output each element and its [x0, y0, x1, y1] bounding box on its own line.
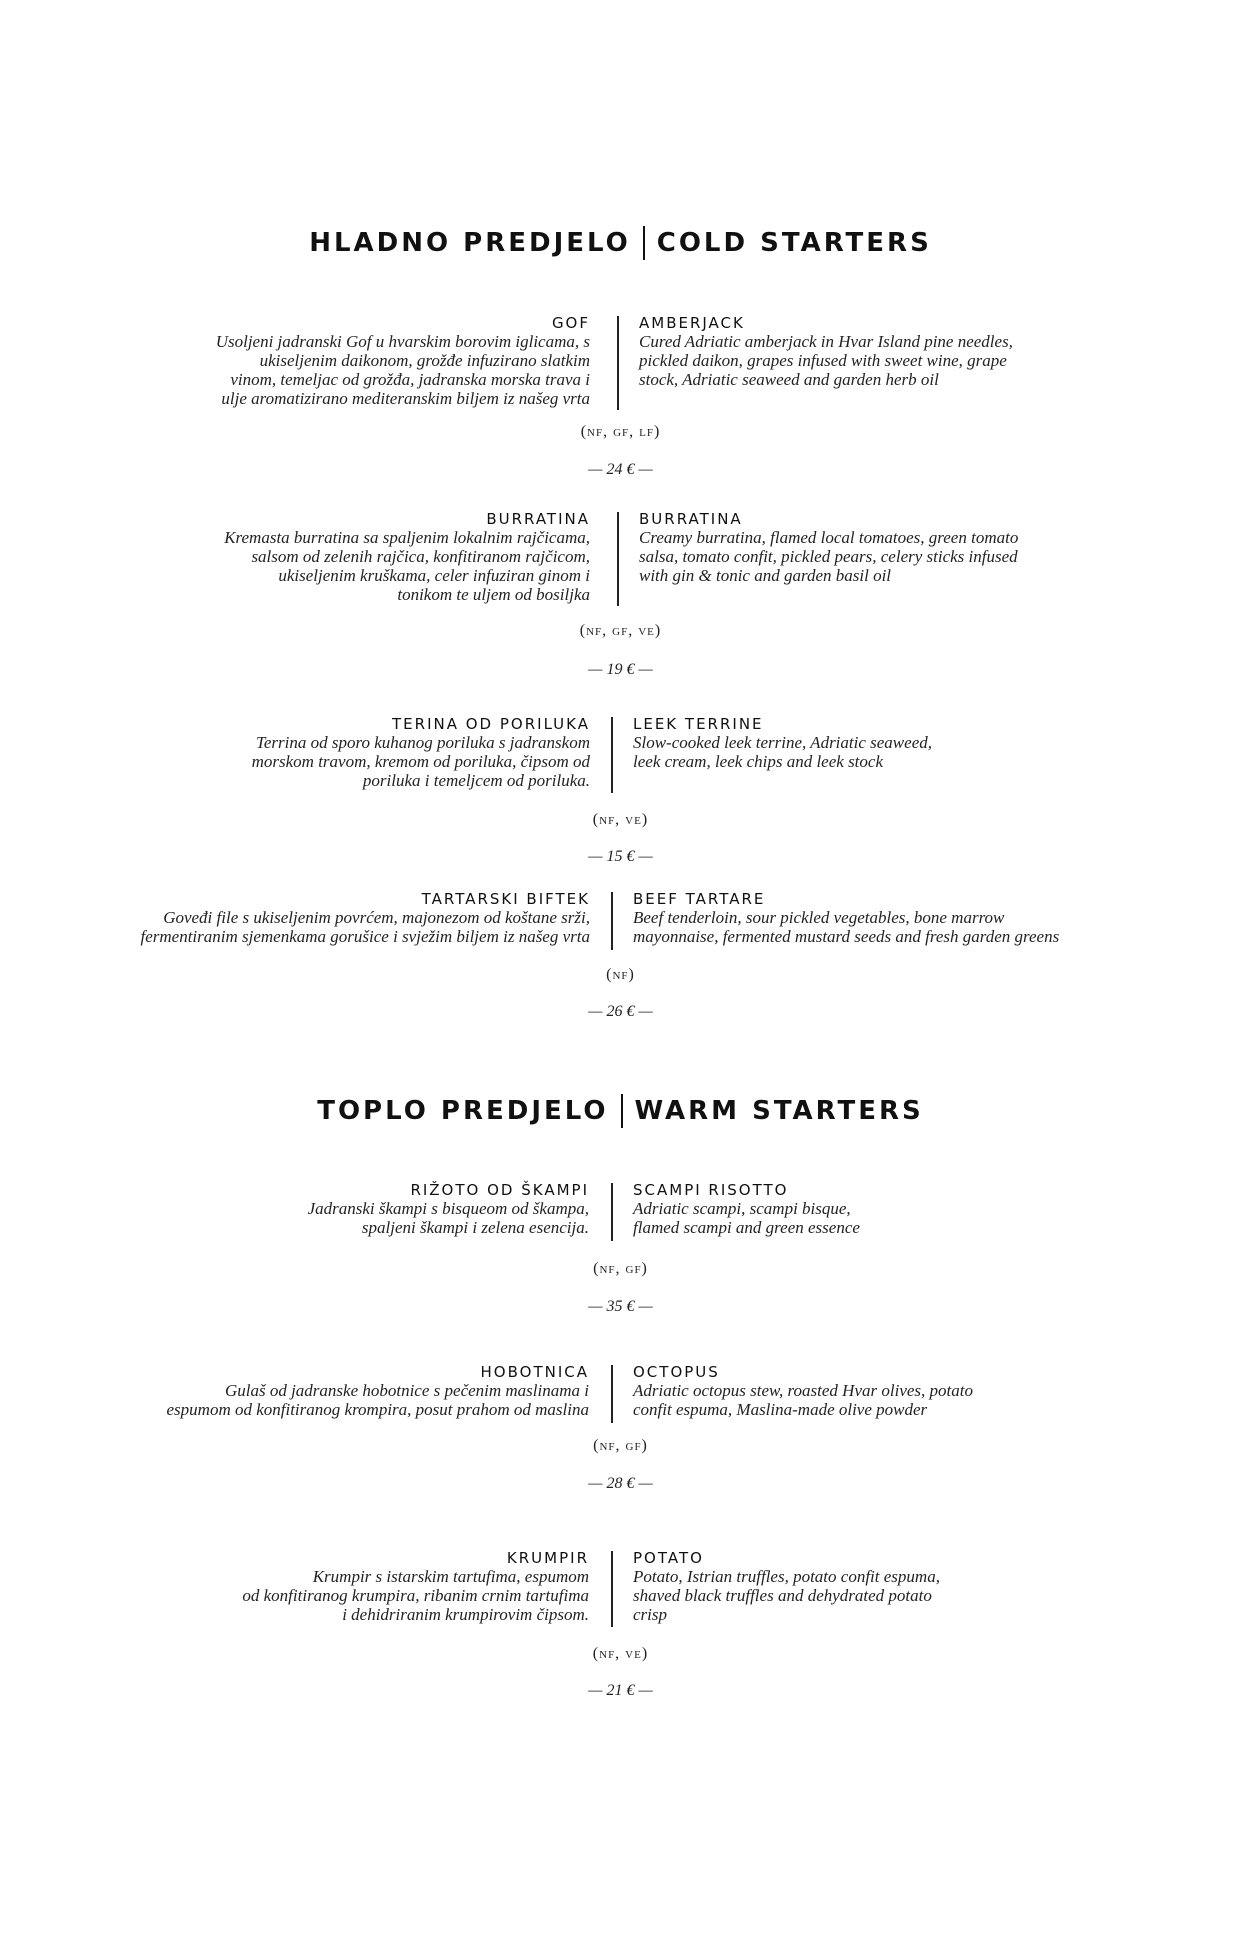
dietary-tags: (nf, ve): [592, 1645, 649, 1662]
section-title-hr: TOPLO PREDJELO: [317, 1096, 609, 1126]
column-divider: [611, 1183, 613, 1241]
dish-desc-en: Adriatic scampi, scampi bisque, flamed scampi and green essence: [633, 1199, 860, 1237]
menu-item-hr: [169, 1181, 589, 1237]
menu-item-en: [633, 1181, 1083, 1237]
column-divider: [611, 892, 613, 950]
dietary-tags: (nf, gf): [593, 1437, 648, 1454]
dish-name-en: LEEK TERRINE: [633, 715, 764, 733]
menu-item-hr: [170, 510, 590, 604]
section-title-cold: [0, 226, 1241, 260]
price: — 21 € —: [588, 1682, 653, 1699]
menu-item-en: [633, 715, 1083, 771]
dish-desc-hr: Krumpir s istarskim tartufima, espumom od konfitiranog krumpira, ribanim crnim tartufima i dehidriranim krumpirovim čipsom.: [242, 1567, 589, 1624]
price: — 35 € —: [588, 1298, 653, 1315]
column-divider: [611, 1551, 613, 1627]
dish-name-en: AMBERJACK: [639, 314, 745, 332]
menu-item-hr: [70, 890, 590, 946]
dish-desc-hr: Usoljeni jadranski Gof u hvarskim borovim iglicama, s ukiseljenim daikonom, grožđe infuzirano slatkim vinom, temeljac od grožđa, jadranska morska trava i ulje aromatizirano mediteranskim biljem iz našeg vrta: [215, 332, 590, 408]
section-title-warm: [0, 1094, 1241, 1128]
title-divider: [621, 1094, 623, 1128]
dietary-tags: (nf, gf): [593, 1260, 648, 1277]
dish-name-en: BEEF TARTARE: [633, 890, 766, 908]
dish-name-hr: HOBOTNICA: [480, 1363, 589, 1381]
dish-desc-hr: Gulaš od jadranske hobotnice s pečenim maslinama i espumom od konfitiranog krompira, posut prahom od maslina: [166, 1381, 589, 1419]
price: — 24 € —: [588, 461, 653, 478]
menu-item-en: [633, 890, 1193, 946]
section-title-hr: HLADNO PREDJELO: [309, 228, 631, 258]
dish-desc-en: Cured Adriatic amberjack in Hvar Island pine needles, pickled daikon, grapes infused with sweet wine, grape stock, Adriatic seaweed and garden herb oil: [639, 332, 1013, 389]
price: — 28 € —: [588, 1475, 653, 1492]
dish-name-hr: KRUMPIR: [506, 1549, 589, 1567]
menu-item-hr: [169, 1549, 589, 1624]
price: — 15 € —: [588, 848, 653, 865]
dish-desc-en: Adriatic octopus stew, roasted Hvar olives, potato confit espuma, Maslina-made olive powder: [633, 1381, 973, 1419]
dish-desc-en: Beef tenderloin, sour pickled vegetables, bone marrow mayonnaise, fermented mustard seeds and fresh garden greens: [633, 908, 1060, 946]
menu-item-hr: [69, 1363, 589, 1419]
dish-desc-hr: Terrina od sporo kuhanog poriluka s jadranskom morskom travom, kremom od poriluka, čipsom od poriluka i temeljcem od poriluka.: [251, 733, 590, 790]
dish-name-hr: TERINA OD PORILUKA: [392, 715, 590, 733]
column-divider: [617, 512, 619, 606]
menu-item-en: [633, 1363, 1083, 1419]
menu-item-hr: [170, 314, 590, 408]
section-title-en: COLD STARTERS: [656, 228, 932, 258]
dish-name-hr: BURRATINA: [486, 510, 590, 528]
price: — 26 € —: [588, 1003, 653, 1020]
dish-name-en: BURRATINA: [639, 510, 743, 528]
price: — 19 € —: [588, 661, 653, 678]
dietary-tags: (nf): [606, 966, 635, 983]
dish-desc-en: Creamy burratina, flamed local tomatoes, green tomato salsa, tomato confit, pickled pears, celery sticks infused with gin & tonic and garden basil oil: [639, 528, 1019, 585]
dietary-tags: (nf, ve): [592, 811, 649, 828]
dish-name-en: OCTOPUS: [633, 1363, 720, 1381]
dish-name-hr: TARTARSKI BIFTEK: [421, 890, 590, 908]
dietary-tags: (nf, gf, lf): [580, 423, 661, 440]
menu-item-hr: [170, 715, 590, 790]
menu-item-en: [639, 510, 1089, 585]
dish-name-hr: GOF: [551, 314, 590, 332]
menu-item-en: [639, 314, 1089, 389]
dish-desc-hr: Jadranski škampi s bisqueom od škampa, spaljeni škampi i zelena esencija.: [307, 1199, 589, 1237]
dish-name-en: POTATO: [633, 1549, 704, 1567]
title-divider: [643, 226, 645, 260]
dish-name-en: SCAMPI RISOTTO: [633, 1181, 789, 1199]
section-title-en: WARM STARTERS: [634, 1096, 924, 1126]
column-divider: [611, 1365, 613, 1423]
dish-desc-en: Slow-cooked leek terrine, Adriatic seaweed, leek cream, leek chips and leek stock: [633, 733, 932, 771]
menu-item-en: [633, 1549, 1083, 1624]
dish-desc-en: Potato, Istrian truffles, potato confit espuma, shaved black truffles and dehydrated potato crisp: [633, 1567, 940, 1624]
dish-desc-hr: Kremasta burratina sa spaljenim lokalnim rajčicama, salsom od zelenih rajčica, konfitiranom rajčicom, ukiseljenim kruškama, celer infuziran ginom i tonikom te uljem od bosiljka: [224, 528, 590, 604]
dish-desc-hr: Goveđi file s ukiseljenim povrćem, majonezom od koštane srži, fermentiranim sjemenkama gorušice i svježim biljem iz našeg vrta: [140, 908, 590, 946]
column-divider: [617, 316, 619, 410]
dish-name-hr: RIŽOTO OD ŠKAMPI: [410, 1181, 589, 1199]
dietary-tags: (nf, gf, ve): [579, 622, 662, 639]
column-divider: [611, 717, 613, 793]
